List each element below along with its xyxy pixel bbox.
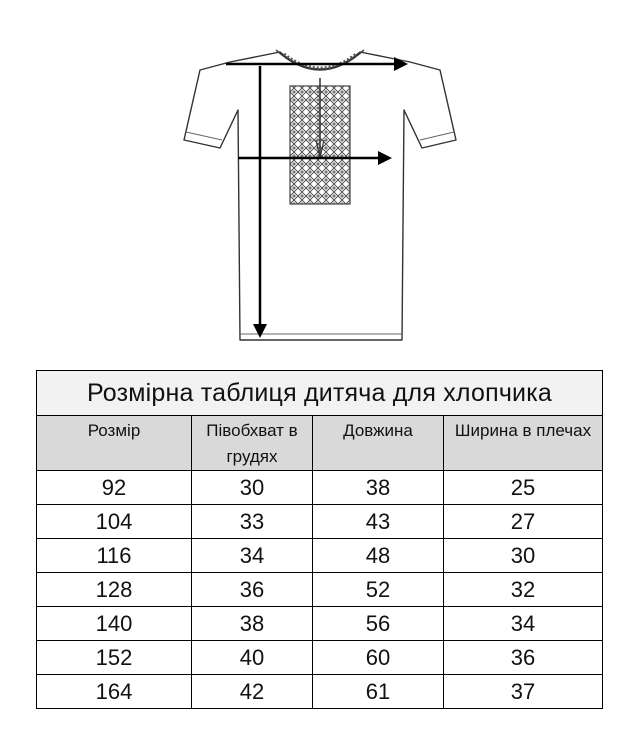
cell-shoulder: 27 xyxy=(444,505,603,539)
cell-size: 152 xyxy=(37,641,192,675)
table-row xyxy=(37,573,603,607)
cell-size: 116 xyxy=(37,539,192,573)
cell-size: 128 xyxy=(37,573,192,607)
header-size: Розмір xyxy=(37,416,192,471)
cell-length: 43 xyxy=(313,505,444,539)
size-chart-table xyxy=(36,370,603,709)
header-chest: Півобхват в грудях xyxy=(192,416,313,471)
table-header-row xyxy=(37,416,603,471)
cell-shoulder: 36 xyxy=(444,641,603,675)
cell-length: 48 xyxy=(313,539,444,573)
cell-chest: 30 xyxy=(192,471,313,505)
cell-size: 164 xyxy=(37,675,192,709)
table-row xyxy=(37,539,603,573)
cell-length: 38 xyxy=(313,471,444,505)
header-shoulder: Ширина в плечах xyxy=(444,416,603,471)
cell-chest: 40 xyxy=(192,641,313,675)
cell-shoulder: 32 xyxy=(444,573,603,607)
cell-chest: 36 xyxy=(192,573,313,607)
tshirt-illustration xyxy=(170,40,470,358)
cell-length: 61 xyxy=(313,675,444,709)
cell-length: 60 xyxy=(313,641,444,675)
header-length: Довжина xyxy=(313,416,444,471)
cell-chest: 38 xyxy=(192,607,313,641)
cell-chest: 42 xyxy=(192,675,313,709)
table-row xyxy=(37,471,603,505)
table-row xyxy=(37,607,603,641)
table-title-row xyxy=(37,371,603,416)
table-title: Розмірна таблиця дитяча для хлопчика xyxy=(37,371,603,416)
cell-size: 104 xyxy=(37,505,192,539)
cell-shoulder: 25 xyxy=(444,471,603,505)
cell-shoulder: 37 xyxy=(444,675,603,709)
cell-length: 52 xyxy=(313,573,444,607)
cell-chest: 34 xyxy=(192,539,313,573)
cell-shoulder: 30 xyxy=(444,539,603,573)
table-row xyxy=(37,675,603,709)
table-row xyxy=(37,641,603,675)
cell-length: 56 xyxy=(313,607,444,641)
cell-size: 140 xyxy=(37,607,192,641)
cell-chest: 33 xyxy=(192,505,313,539)
cell-shoulder: 34 xyxy=(444,607,603,641)
table-row xyxy=(37,505,603,539)
cell-size: 92 xyxy=(37,471,192,505)
